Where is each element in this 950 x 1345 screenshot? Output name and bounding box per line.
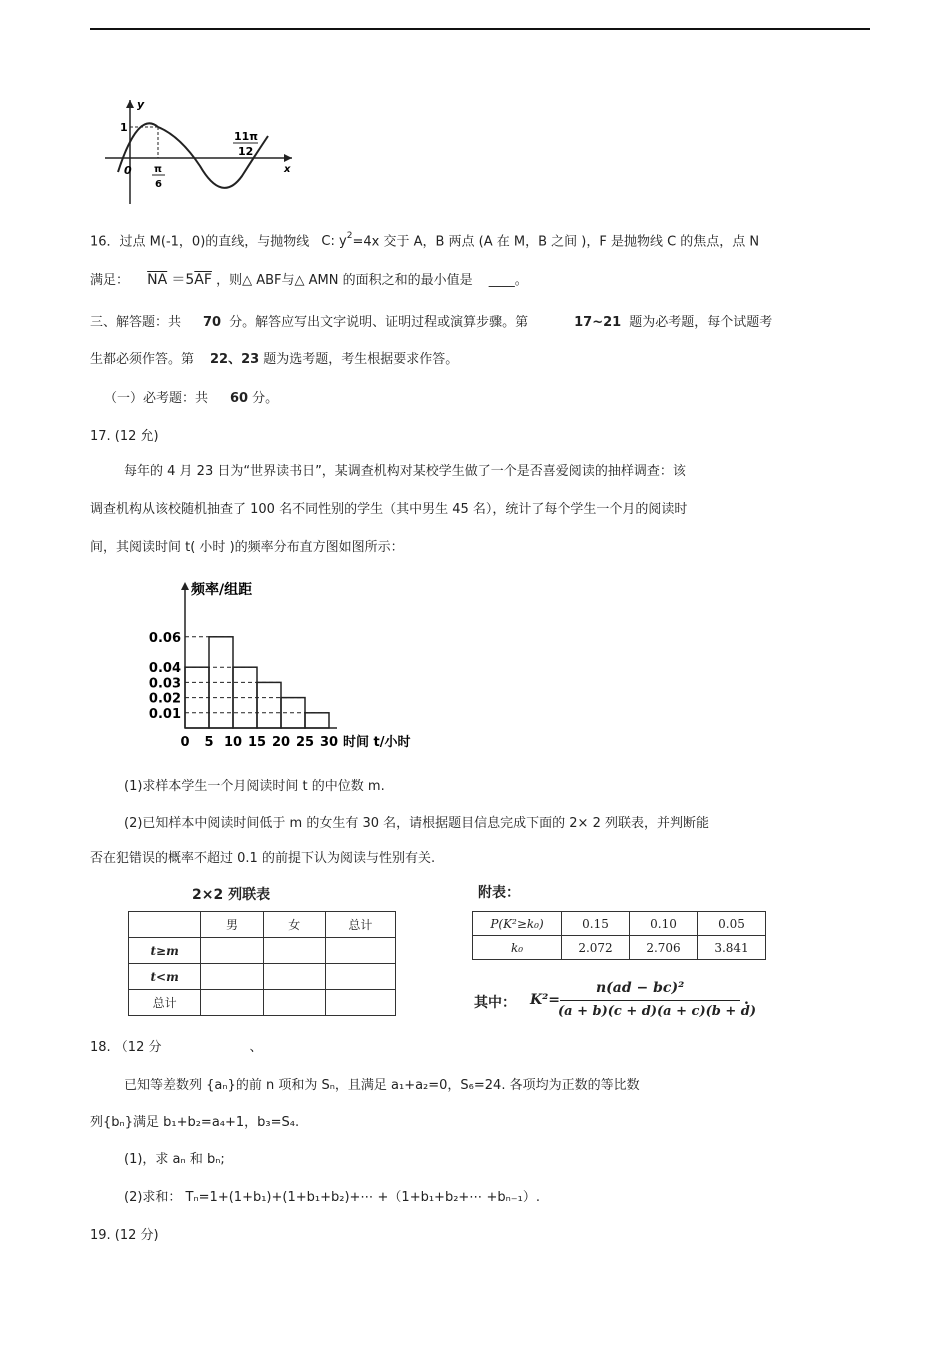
q17-sub2a: (2)已知样本中阅读时间低于 m 的女生有 30 名，请根据题目信息完成下面的 2× 2 列联表，并判断能	[124, 816, 709, 831]
x-axis-label: 时间 t/小时	[343, 735, 411, 750]
p-value: 0.10	[630, 912, 698, 936]
table-cell	[129, 912, 201, 938]
contingency-table	[128, 911, 396, 1016]
q19-heading: 19. (12 分)	[90, 1228, 159, 1243]
q17-sub1: (1)求样本学生一个月阅读时间 t 的中位数 m.	[124, 779, 385, 794]
q18-para1: 已知等差数列 {aₙ}的前 n 项和为 Sₙ，且满足 a₁+a₂=0，S₆=24. 各项均为正数的等比数	[124, 1078, 640, 1093]
p-value: 0.15	[562, 912, 630, 936]
row-label-lt-m: t<m	[129, 964, 201, 990]
k-value: 2.706	[630, 936, 698, 960]
p-label: P(K²≥k₀)	[473, 912, 562, 936]
frac-denominator: 12	[238, 145, 254, 158]
q17-heading: 17. (12 允)	[90, 429, 159, 444]
q17-para3: 间，其阅读时间 t( 小时 )的频率分布直方图如图所示：	[90, 540, 404, 555]
histogram-bar	[257, 682, 281, 728]
reading-time-histogram	[140, 576, 450, 754]
header-total: 总计	[325, 912, 395, 938]
table-cell	[201, 990, 263, 1016]
header-female: 女	[263, 912, 325, 938]
table-cell	[263, 938, 325, 964]
y-tick-label: 0.03	[148, 676, 181, 692]
appendix-table	[472, 911, 766, 960]
p-value: 0.05	[698, 912, 766, 936]
q17-para1: 每年的 4 月 23 日为“世界读书日”，某调查机构对某校学生做了一个是否喜爱阅读的抽样调查：该	[124, 464, 686, 479]
k-label: k₀	[473, 936, 562, 960]
appendix-title: 附表：	[478, 885, 520, 901]
vector-af: $\overline{AF}$	[194, 272, 212, 288]
q16-line2: 满足： $\overline{NA} =5\overline{AF}$ ，则△ ABF与△ AMN 的面积之和的最小值是 ____。	[90, 272, 528, 288]
table-cell	[263, 964, 325, 990]
frac-numerator: 11π	[234, 130, 259, 143]
y-tick-label: 0.01	[148, 706, 181, 722]
table-cell	[201, 938, 263, 964]
table-cell	[325, 990, 395, 1016]
header-male: 男	[201, 912, 263, 938]
y-axis-label: y	[137, 98, 145, 111]
x-tick-label: 15	[247, 735, 267, 750]
y-tick-label: 0.06	[148, 630, 181, 646]
header-rule	[90, 28, 870, 30]
part1-heading: （一）必考题：共 60 分。	[104, 391, 279, 406]
x-axis-label: x	[284, 164, 291, 175]
y-tick-label: 0.04	[148, 661, 181, 677]
q18-sub1: (1)，求 aₙ 和 bₙ;	[124, 1152, 225, 1167]
row-label-total: 总计	[129, 990, 201, 1016]
row-label-ge-m: t≥m	[129, 938, 201, 964]
x-tick-label: 5	[204, 735, 214, 750]
x-tick-label: 25	[295, 735, 315, 750]
pi6-numerator: π	[154, 164, 162, 175]
section3-line1: 三、解答题：共 70 分。解答应写出文字说明、证明过程或演算步骤。第 17~21 题为必考题，每个试题考	[90, 315, 773, 330]
q18-sub2: (2)求和： Tₙ=1+(1+b₁)+(1+b₁+b₂)+⋯ +（1+b₁+b₂+⋯ +bₙ₋₁）.	[124, 1190, 540, 1205]
y-axis-arrow	[181, 582, 189, 590]
table-cell	[263, 990, 325, 1016]
contingency-title: 2×2 列联表	[192, 887, 271, 903]
chart-title: 频率/组距	[191, 582, 253, 598]
vector-na: $\overline{NA}$	[147, 272, 168, 288]
q17-para2: 调查机构从该校随机抽查了 100 名不同性别的学生（其中男生 45 名），统计了每个学生一个月的阅读时	[90, 502, 688, 517]
q16-line1: 16．过点 M(-1，0)的直线，与抛物线 C: $y^2=4x$ 交于 A，B 两点 (A 在 M，B 之间 )，F 是抛物线 C 的焦点，点 N	[90, 231, 760, 250]
k2-formula: 其中： K²= n(ad − bc)² (a + b)(c + d)(a + c)(b + d) .	[474, 980, 757, 1019]
q18-para2: 列{bₙ}满足 b₁+b₂=a₄+1，b₃=S₄.	[90, 1115, 300, 1130]
q17-sub2b: 否在犯错误的概率不超过 0.1 的前提下认为阅读与性别有关.	[90, 851, 436, 866]
k-value: 3.841	[698, 936, 766, 960]
origin-label: 0	[124, 164, 132, 177]
table-cell	[201, 964, 263, 990]
x-tick-label: 20	[271, 735, 291, 750]
y-tick-label: 0.02	[148, 691, 181, 707]
pi6-denominator: 6	[155, 179, 162, 190]
histogram-bar	[305, 713, 329, 728]
x-tick-label: 30	[319, 735, 339, 750]
q18-heading: 18. （12 分 、	[90, 1040, 263, 1055]
sine-graph-figure	[100, 96, 300, 206]
table-cell	[325, 938, 395, 964]
x-tick-label: 10	[223, 735, 243, 750]
max-y-label: 1	[120, 121, 128, 134]
section3-line2: 生都必须作答。第 22、23 题为选考题，考生根据要求作答。	[90, 352, 459, 367]
table-cell	[325, 964, 395, 990]
x-tick-label: 0	[180, 735, 190, 750]
k-value: 2.072	[562, 936, 630, 960]
